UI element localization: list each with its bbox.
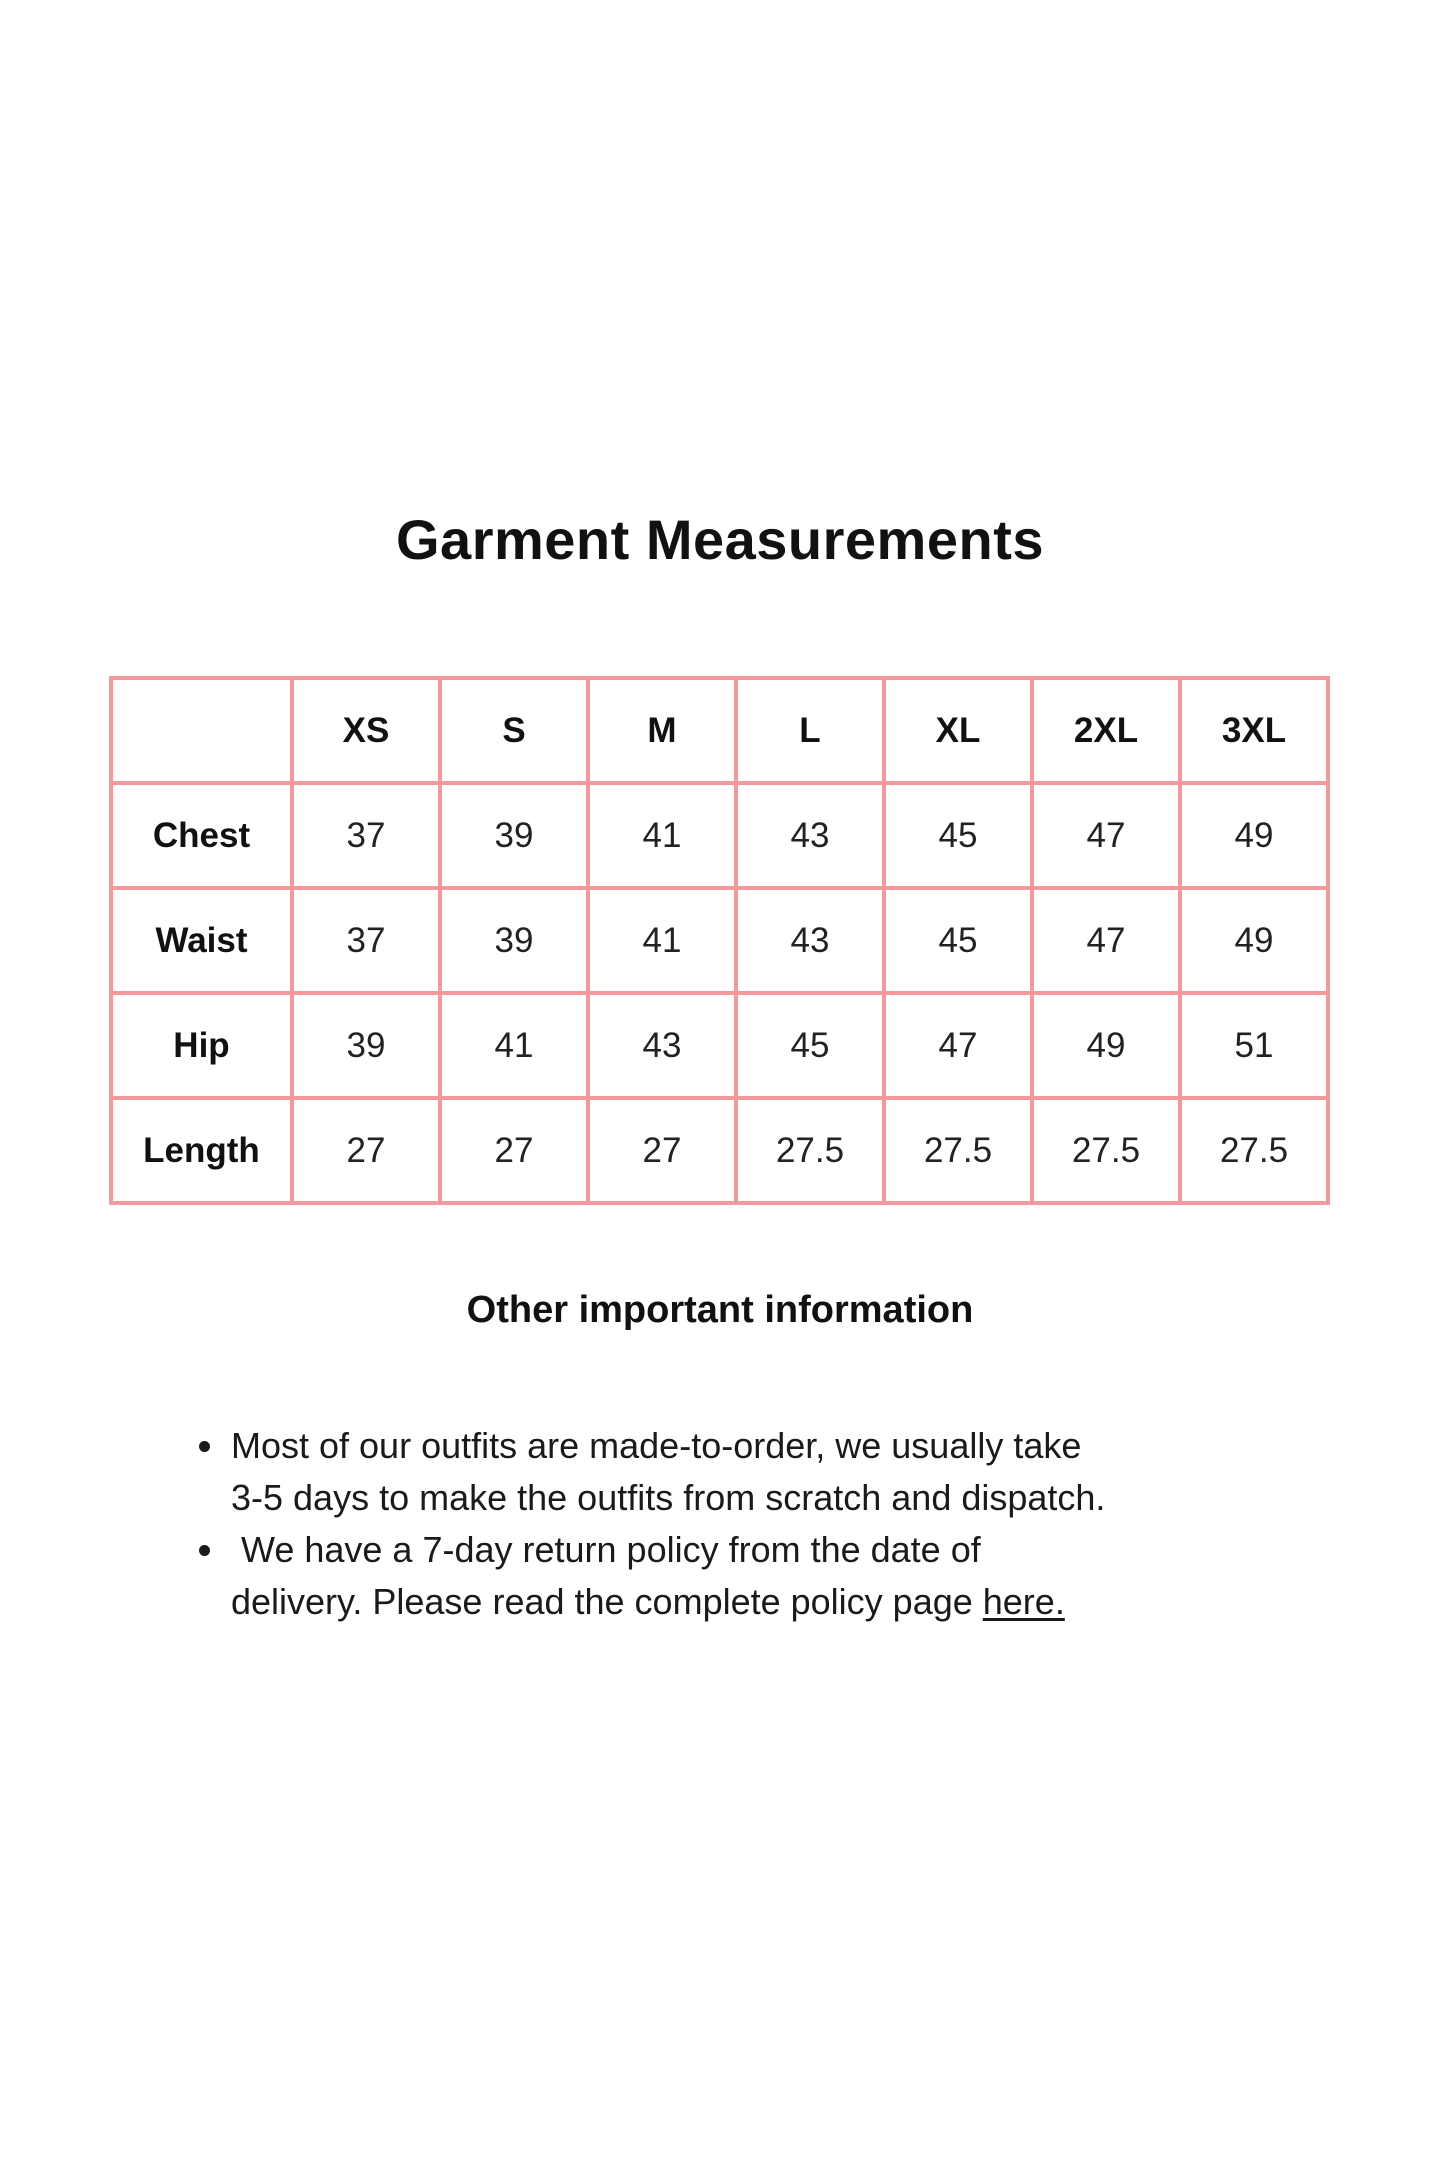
- list-item-text: 3-5 days to make the outfits from scratch and dispatch.: [231, 1477, 1106, 1518]
- table-cell: 27: [292, 1098, 440, 1203]
- header-cell-size: M: [588, 678, 736, 783]
- policy-link[interactable]: here.: [982, 1581, 1065, 1622]
- info-heading: Other important information: [466, 1289, 974, 1331]
- table-row: [111, 1098, 1328, 1203]
- list-item-text-with-link: [231, 1576, 1331, 1628]
- table-cell: 27: [440, 1098, 588, 1203]
- header-cell-size: 3XL: [1180, 678, 1328, 783]
- table-row: [111, 993, 1328, 1098]
- header-cell-size: S: [440, 678, 588, 783]
- bullet-dot-icon: [199, 1441, 210, 1452]
- table-cell: 41: [440, 993, 588, 1098]
- table-cell: 43: [588, 993, 736, 1098]
- table-cell: 37: [292, 888, 440, 993]
- row-label: Chest: [111, 783, 292, 888]
- header-cell-size: 2XL: [1032, 678, 1180, 783]
- table-cell: 47: [1032, 783, 1180, 888]
- info-list: [231, 1420, 1331, 1628]
- list-item-text: Most of our outfits are made-to-order, we usually take: [231, 1425, 1082, 1466]
- table-cell: 45: [736, 993, 884, 1098]
- bullet-dot-icon: [199, 1545, 210, 1556]
- list-item-text: We have a 7-day return policy from the date of: [231, 1529, 981, 1570]
- table-cell: 51: [1180, 993, 1328, 1098]
- table-cell: 37: [292, 783, 440, 888]
- header-cell-size: XL: [884, 678, 1032, 783]
- table-cell: 27.5: [884, 1098, 1032, 1203]
- table-row: [111, 783, 1328, 888]
- size-table: [109, 676, 1330, 1205]
- table-cell: 47: [1032, 888, 1180, 993]
- table-cell: 39: [292, 993, 440, 1098]
- list-item-text: delivery. Please read the complete policy page: [231, 1581, 983, 1622]
- table-header-row: [111, 678, 1328, 783]
- list-item: [231, 1420, 1331, 1524]
- table-cell: 27: [588, 1098, 736, 1203]
- table-cell: 41: [588, 888, 736, 993]
- header-cell-size: XS: [292, 678, 440, 783]
- table-cell: 43: [736, 783, 884, 888]
- size-chart: [109, 676, 1330, 1205]
- table-cell: 49: [1032, 993, 1180, 1098]
- row-label: Hip: [111, 993, 292, 1098]
- row-label: Length: [111, 1098, 292, 1203]
- page-title: Garment Measurements: [395, 508, 1044, 571]
- table-cell: 45: [884, 888, 1032, 993]
- table-cell: 49: [1180, 888, 1328, 993]
- table-cell: 39: [440, 783, 588, 888]
- header-cell-empty: [111, 678, 292, 783]
- table-cell: 41: [588, 783, 736, 888]
- header-cell-size: L: [736, 678, 884, 783]
- table-cell: 27.5: [1180, 1098, 1328, 1203]
- list-item: [231, 1524, 1331, 1628]
- table-cell: 27.5: [1032, 1098, 1180, 1203]
- table-cell: 27.5: [736, 1098, 884, 1203]
- table-cell: 39: [440, 888, 588, 993]
- row-label: Waist: [111, 888, 292, 993]
- table-cell: 49: [1180, 783, 1328, 888]
- table-cell: 45: [884, 783, 1032, 888]
- table-cell: 47: [884, 993, 1032, 1098]
- table-cell: 43: [736, 888, 884, 993]
- table-row: [111, 888, 1328, 993]
